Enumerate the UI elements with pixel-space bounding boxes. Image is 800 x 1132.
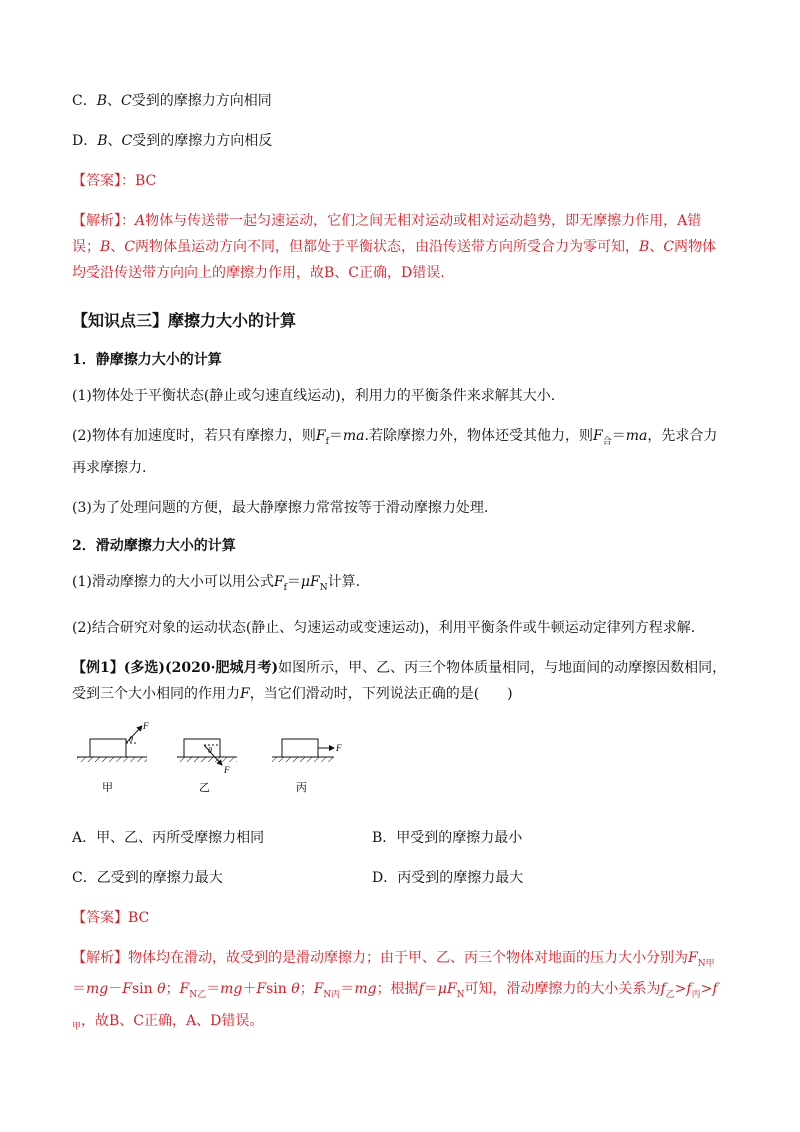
answer-2: 【答案】BC — [72, 909, 150, 926]
sliding-line-2: (2)结合研究对象的运动状态(静止、匀速运动或变速运动)，利用平衡条件或牛顿运动定律列方程求解. — [72, 619, 696, 636]
section-title: 【知识点三】摩擦力大小的计算 — [72, 311, 297, 330]
diagram-jia-force: F — [143, 720, 149, 731]
force-diagram — [72, 721, 728, 813]
diagram-jia — [77, 721, 149, 794]
example-1: 【例1】(多选)(2020·肥城月考)如图所示，甲、乙、丙三个物体质量相同，与地面间的动摩擦因数相同，受到三个大小相同的作用力F，当它们滑动时，下列说法正确的是( ) — [72, 659, 727, 702]
example-option-d: D．丙受到的摩擦力最大 — [372, 869, 524, 886]
subheading-static: 1．静摩擦力大小的计算 — [72, 352, 222, 368]
sliding-line-1: (1)滑动摩擦力的大小可以用公式$F_f=\mu F_N$计算. — [72, 573, 361, 593]
analysis-1: 【解析】：A物体与传送带一起匀速运动，它们之间无相对运动或相对运动趋势，即无摩擦力作用，A错误；B、C两物体虽运动方向不同，但都处于平衡状态，由沿传送带方向所受合力为零可知，B、C两物体均受沿传送带方向向上的摩擦力作用，故B、C正确，D错误. — [72, 213, 717, 281]
diagram-yi-force: F — [224, 764, 230, 775]
static-line-3: (3)为了处理问题的方便，最大静摩擦力常常按等于滑动摩擦力处理. — [72, 499, 489, 516]
option-d-top: D．B、C受到的摩擦力方向相反 — [72, 133, 273, 149]
answer-1: 【答案】：BC — [72, 173, 157, 189]
force-diagram-svg — [72, 721, 372, 813]
diagram-yi-theta: θ — [208, 745, 212, 755]
subheading-sliding: 2．滑动摩擦力大小的计算 — [72, 537, 236, 554]
static-line-2: (2)物体有加速度时，若只有摩擦力，则$F_f=ma$.若除摩擦力外，物体还受其他力，则$F_合=ma$，先求合力再求摩擦力. — [72, 428, 718, 476]
example-options — [72, 825, 728, 905]
diagram-yi-label: 乙 — [199, 780, 210, 794]
diagram-yi — [177, 739, 237, 794]
page-content — [72, 88, 728, 1054]
diagram-jia-label: 甲 — [102, 780, 113, 794]
diagram-bing-force: F — [336, 742, 342, 753]
example-option-b: B．甲受到的摩擦力最小 — [372, 829, 523, 846]
example-option-c: C．乙受到的摩擦力最大 — [72, 869, 223, 886]
diagram-bing — [272, 739, 342, 794]
diagram-jia-theta: θ — [129, 734, 133, 744]
diagram-bing-label: 丙 — [296, 780, 307, 794]
static-line-1: (1)物体处于平衡状态(静止或匀速直线运动)，利用力的平衡条件来求解其大小. — [72, 388, 556, 404]
analysis-2: 【解析】物体均在滑动，故受到的是滑动摩擦力；由于甲、乙、丙三个物体对地面的压力大小分别为$F_{N甲}=mg-Fsin$ θ；$F_{N乙}=mg+Fsin$ θ；$F_{N丙}=mg$；根据$f=\mu F_N$可知，滑动摩擦力的大小关系为$f_乙>f_丙>f_甲$，故B、C正确，A、D错误。 — [72, 949, 718, 1032]
option-c-top: C．B、C受到的摩擦力方向相同 — [72, 93, 272, 109]
example-option-a: A．甲、乙、丙所受摩擦力相同 — [72, 829, 265, 846]
